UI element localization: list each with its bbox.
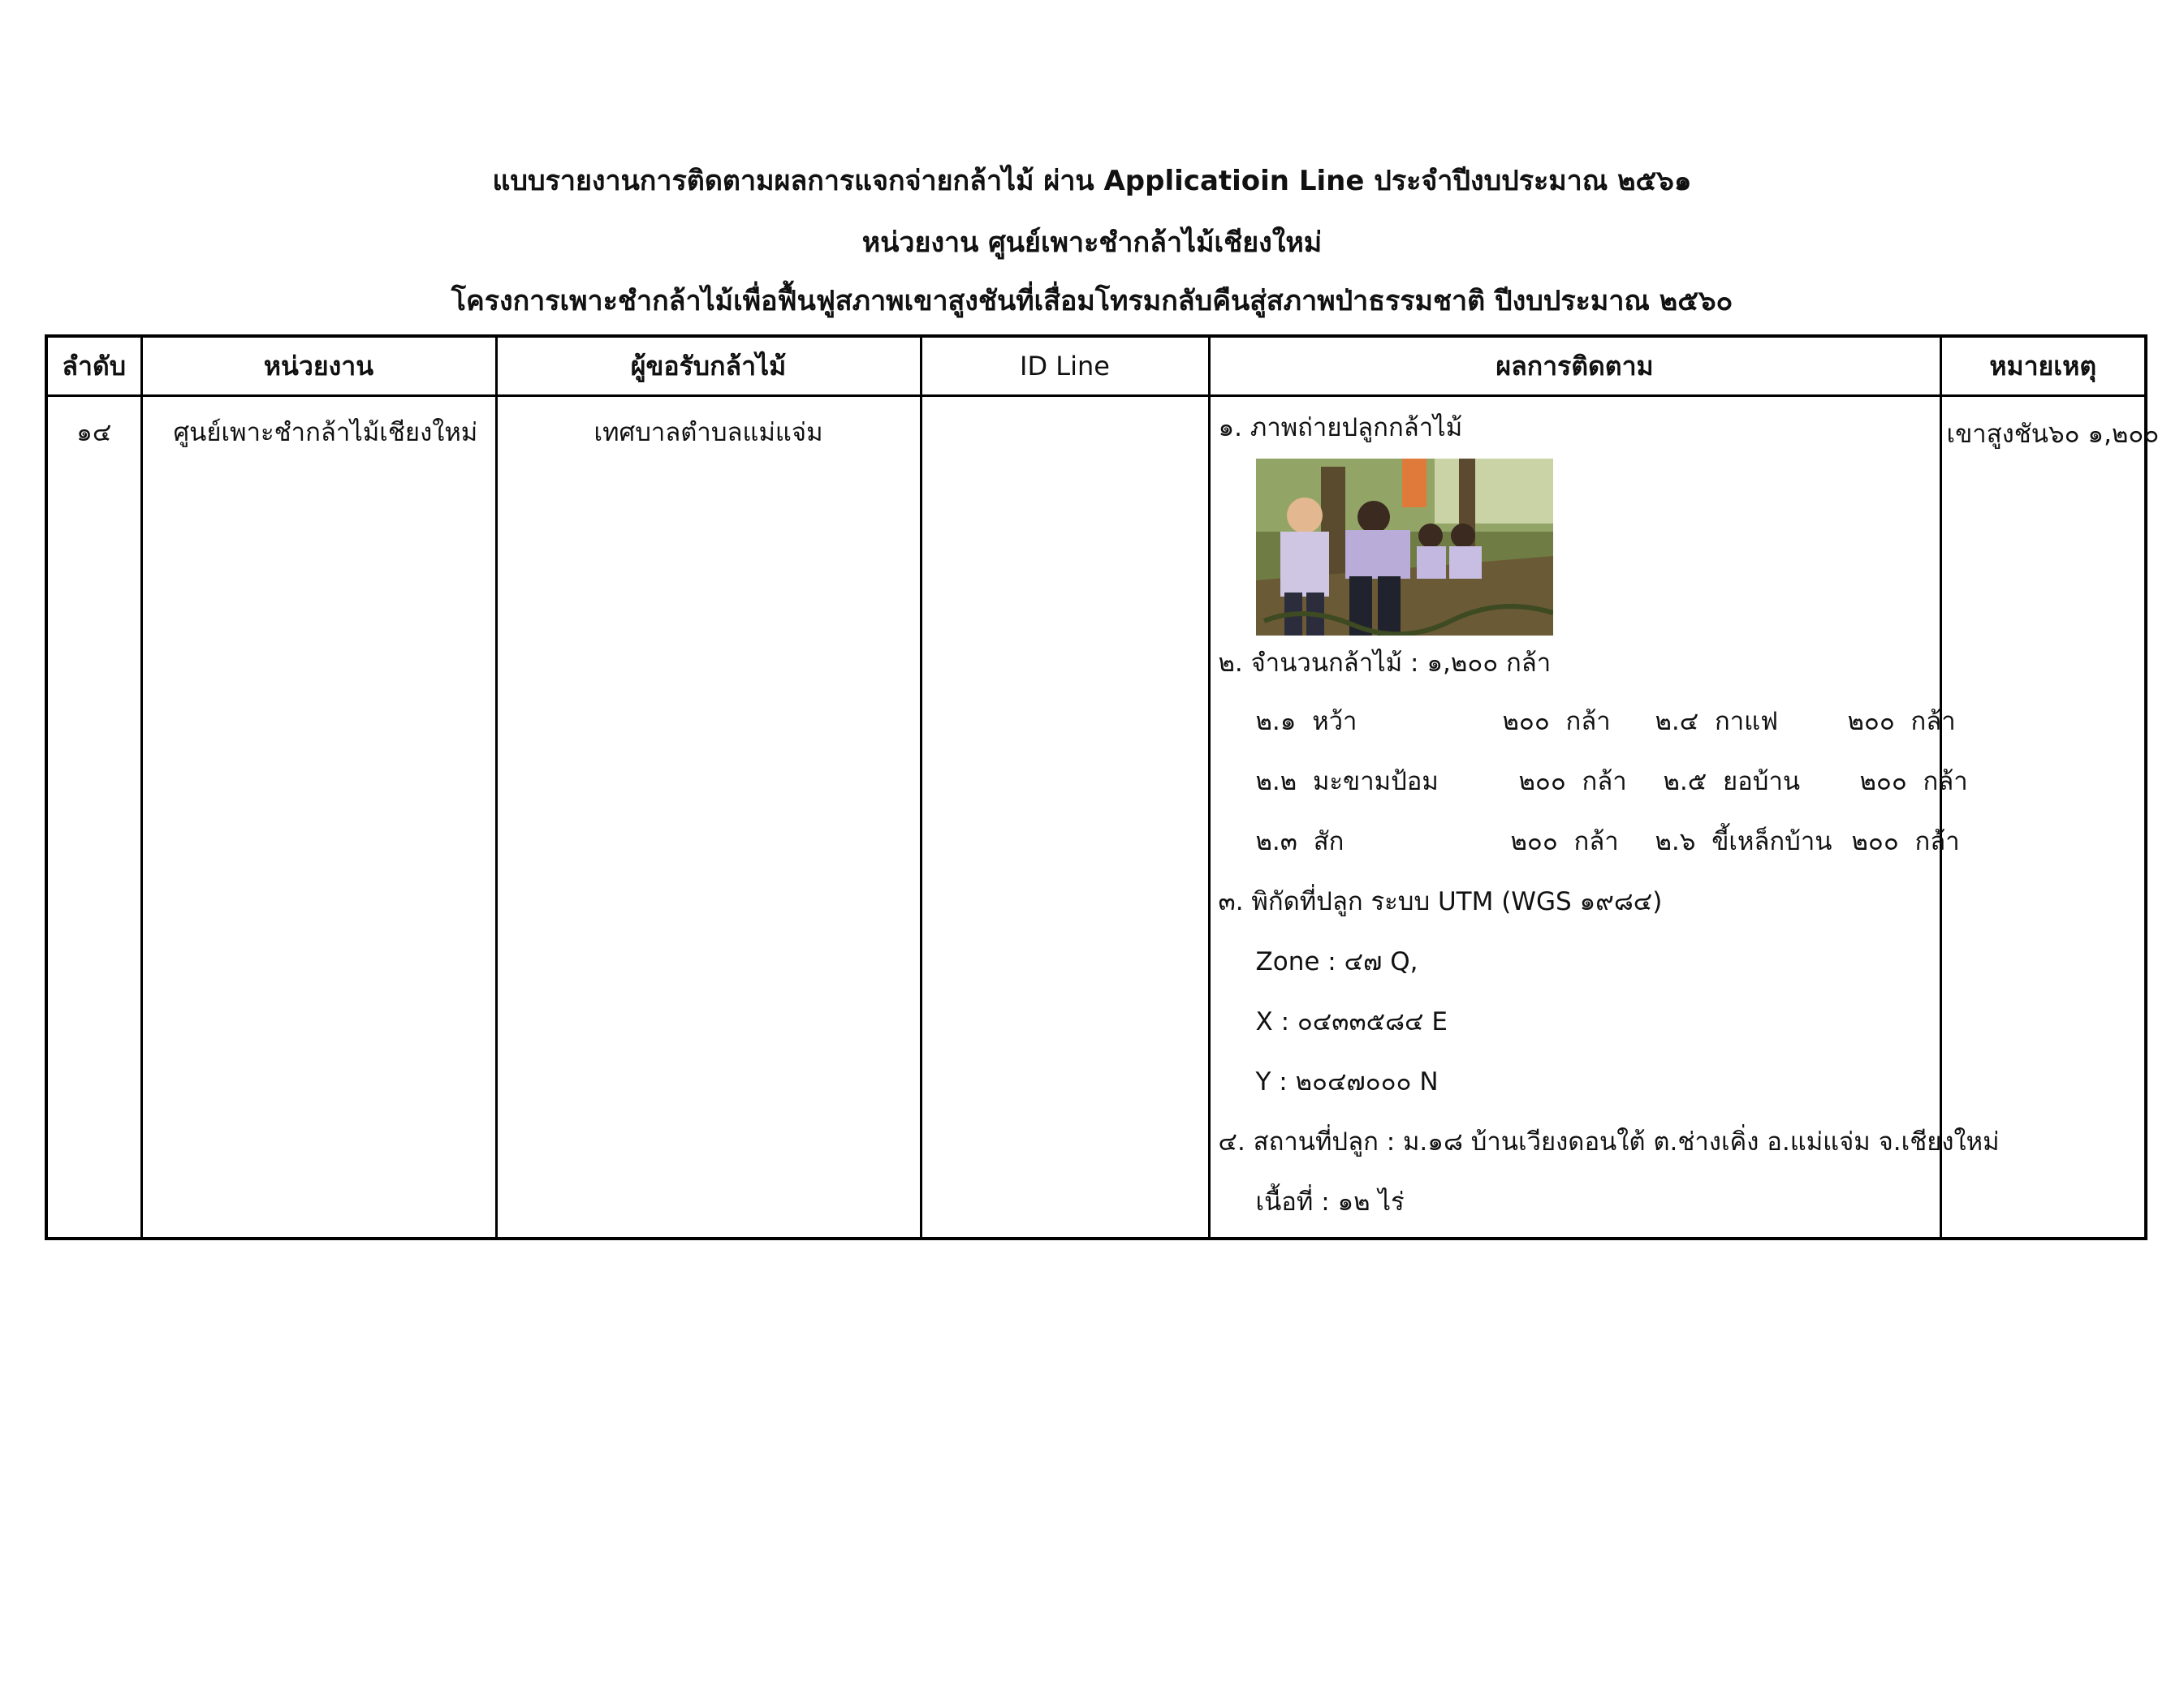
planting-photo xyxy=(1256,459,1553,636)
planting-area: เนื้อที่ : ๑๒ ไร่ xyxy=(1255,1187,1405,1217)
column-header-result: ผลการติดตาม xyxy=(1209,336,1940,396)
report-table xyxy=(45,334,2160,1240)
photo-heading: ๑. ภาพถ่ายปลูกกล้าไม้ xyxy=(1218,413,1463,442)
agency-heading: หน่วยงาน ศูนย์เพาะชำกล้าไม้เชียงใหม่ xyxy=(861,226,1323,259)
row-remark: เขาสูงชัน๖๐ ๑,๒๐๐ xyxy=(1940,396,2146,1239)
report-title: แบบรายงานการติดตามผลการแจกจ่ายกล้าไม้ ผ่าน Applicatioin Line ประจำปีงบประมาณ ๒๕๖๑ xyxy=(492,165,1692,197)
table-row xyxy=(46,396,2146,1239)
species-qty: ๒๐๐ กล้า xyxy=(1518,767,1627,796)
column-header-order: ลำดับ xyxy=(46,336,141,396)
species-qty: ๒๐๐ กล้า xyxy=(1847,707,1956,736)
planting-location: ๔. สถานที่ปลูก : ม.๑๘ บ้านเวียงดอนใต้ ต.ช่างเคิ่ง อ.แม่แจ่ม จ.เชียงใหม่ xyxy=(1218,1127,2000,1157)
species-qty: ๒๐๐ กล้า xyxy=(1502,707,1611,736)
column-header-recipient: ผู้ขอรับกล้าไม้ xyxy=(496,336,921,396)
row-id-line xyxy=(921,396,1209,1239)
coordinate-heading: ๓. พิกัดที่ปลูก ระบบ UTM (WGS ๑๙๘๔) xyxy=(1218,887,1663,916)
column-header-agency: หน่วยงาน xyxy=(141,336,496,396)
utm-x: X : ๐๔๓๓๕๘๔ E xyxy=(1255,1007,1448,1036)
species-item: ๒.๓ สัก xyxy=(1255,827,1344,856)
species-item: ๒.๑ หว้า xyxy=(1255,707,1357,736)
species-item: ๒.๖ ขี้เหล็กบ้าน xyxy=(1655,827,1832,856)
column-header-id-line: ID Line xyxy=(921,336,1209,396)
row-recipient: เทศบาลตำบลแม่แจ่ม xyxy=(496,396,921,1239)
project-heading: โครงการเพาะชำกล้าไม้เพื่อฟื้นฟูสภาพเขาสูงชันที่เสื่อมโทรมกลับคืนสู่สภาพป่าธรรมชาติ ปีงบประมาณ ๒๕๖๐ xyxy=(451,285,1733,317)
species-item: ๒.๕ ยอบ้าน xyxy=(1663,767,1801,796)
row-result xyxy=(1209,396,2000,1239)
species-item: ๒.๔ กาแฟ xyxy=(1655,707,1779,736)
seedling-count: ๒. จำนวนกล้าไม้ : ๑,๒๐๐ กล้า xyxy=(1218,649,1552,678)
species-qty: ๒๐๐ กล้า xyxy=(1510,827,1619,856)
species-qty: ๒๐๐ กล้า xyxy=(1851,827,1960,856)
species-qty: ๒๐๐ กล้า xyxy=(1859,767,1968,796)
column-header-remark: หมายเหตุ xyxy=(1940,336,2146,396)
species-item: ๒.๒ มะขามป้อม xyxy=(1255,767,1439,796)
utm-zone: Zone : ๔๗ Q, xyxy=(1255,947,1418,976)
utm-y: Y : ๒๐๔๗๐๐๐ N xyxy=(1255,1067,1439,1097)
table-header-row xyxy=(46,336,2146,396)
row-number: ๑๔ xyxy=(46,396,141,1239)
row-agency: ศูนย์เพาะชำกล้าไม้เชียงใหม่ xyxy=(141,396,496,1239)
